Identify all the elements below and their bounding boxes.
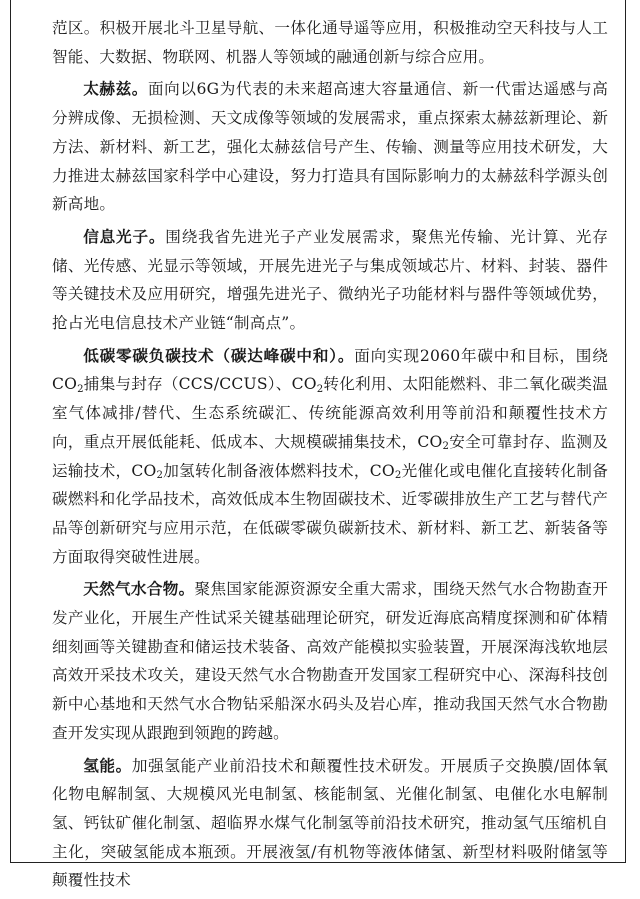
paragraph-text: 加氢转化制备液体燃料技术，CO [163,461,395,480]
paragraph-text: 光催化或电催化直接转化制备碳燃料和化学品技术，高效低成本生物固碳技术、近零碳排放生产工艺与替代产品等创新研究与应用示范，在低碳零碳负碳新技术、新材料、新工艺、新装备等方面取得突破性进展。 [52,461,608,566]
section-heading: 氢能。 [83,756,132,775]
section-heading: 信息光子。 [83,227,166,246]
paragraph-text: 聚焦国家能源资源安全重大需求，围绕天然气水合物勘查开发产业化，开展生产性试采关键基础理论研究，研发近海底高精度探测和矿体精细刻画等关键勘查和储运技术装备、高效产能模拟实验装置，开展深海浅软地层高效开采技术攻关，建设天然气水合物勘查开发国家工程研究中心、深海科技创新中心基地和天然气水合物钻采船深水码头及岩心库，推动我国天然气水合物勘查开发实现从跟跑到领跑的跨越。 [52,580,609,742]
document-body [52,14,608,899]
subscript: 2 [156,470,164,482]
subscript: 2 [316,383,324,395]
paragraph-text: 转化利用、太阳能燃料、非二氧化碳类温室气体减排/替代、生态系统碳汇、传统能源高效利用等前沿和颠覆性技术方向，重点开展低能耗、低成本、大规模碳捕集技术，CO [52,375,608,451]
subscript: 2 [77,383,84,395]
paragraph-text: 围绕我省先进光子产业发展需求，聚焦光传输、光计算、光存储、光传感、光显示等领域，开展先进光子与集成领域芯片、材料、封装、器件等关键技术及应用研究，增强先进光子、微纳光子功能材料与器件等领域优势，抢占光电信息技术产业链“制高点”。 [52,227,608,333]
section-heading: 太赫兹。 [83,80,148,99]
paragraph-space-tech-end [52,14,608,71]
paragraph-text: 加强氢能产业前沿技术和颠覆性技术研发。开展质子交换膜/固体氧化物电解制氢、大规模风光电制氢、核能制氢、光催化制氢、电催化水电解制氢、钙钛矿催化制氢、超临界水煤气化制氢等前沿技术研究，推动氢气压缩机自主化，突破氢能成本瓶颈。开展液氢/有机物等液体储氢、新型材料吸附储氢等颠覆性技术 [52,756,608,890]
subscript: 2 [442,441,450,453]
section-heading: 天然气水合物。 [83,580,195,599]
subscript: 2 [394,470,402,482]
paragraph-text: 安全可靠封存、监测及运输技术，CO [52,432,608,480]
paragraph-terahertz [52,75,608,219]
paragraph-text: 面向以6G为代表的未来超高速大容量通信、新一代雷达遥感与高分辨成像、无损检测、天文成像等领域的发展需求，重点探索太赫兹新理论、新方法、新材料、新工艺，强化太赫兹信号产生、传输、测量等应用技术研发，大力推进太赫兹国家科学中心建设，努力打造具有国际影响力的太赫兹科学源头创新高地。 [52,80,608,214]
paragraph-text: 捕集与封存（CCS/CCUS）、CO [83,375,317,394]
section-heading: 低碳零碳负碳技术（碳达峰碳中和）。 [83,346,355,365]
paragraph-gas-hydrate [52,575,608,747]
paragraph-carbon [52,342,608,572]
paragraph-photonics [52,223,608,338]
paragraph-hydrogen [52,752,608,896]
paragraph-text: 范区。积极开展北斗卫星导航、一体化通导遥等应用，积极推动空天科技与人工智能、大数据、物联网、机器人等领域的融通创新与综合应用。 [52,19,608,66]
paragraph-text: 面向实现2060年碳中和目标，围绕CO [52,346,608,394]
